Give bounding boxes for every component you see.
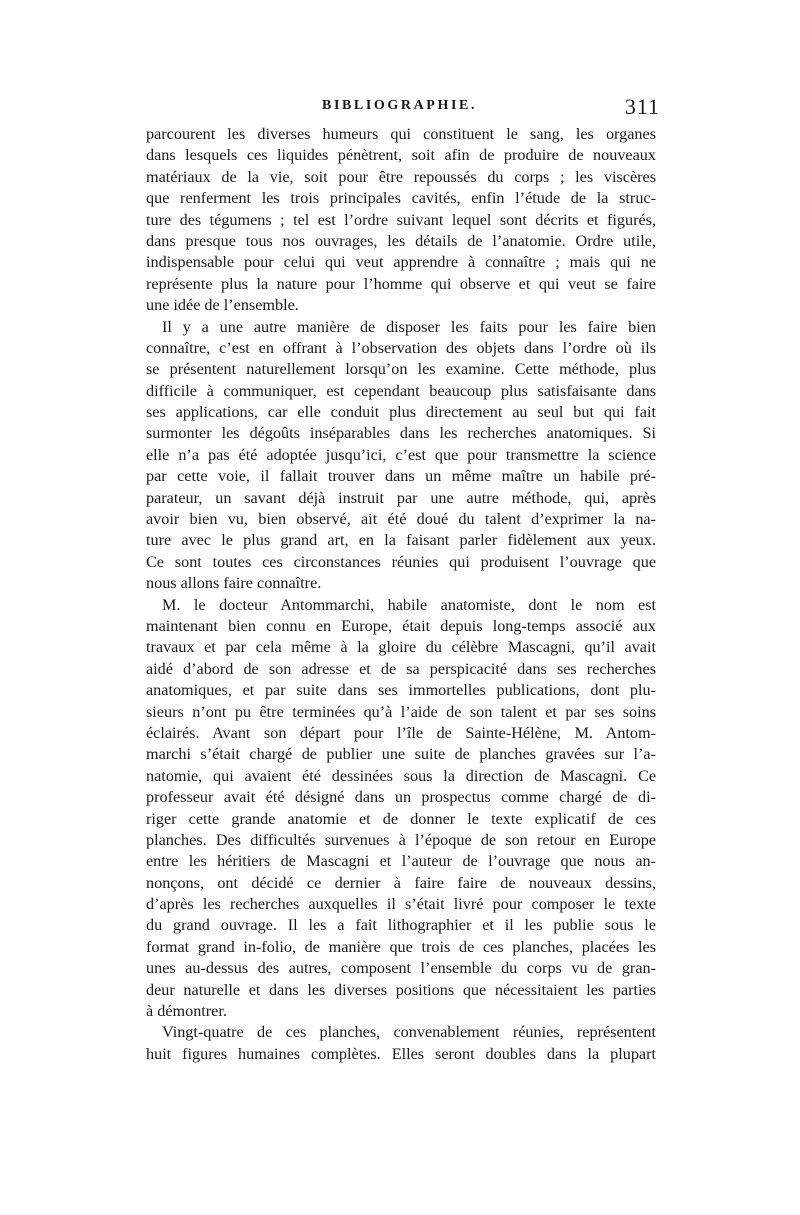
- text-line: matériaux de la vie, soit pour être repoussés du corps ; les viscères: [146, 167, 656, 186]
- text-line: unes au-dessus des autres, composent l’ensemble du corps vu de gran-: [146, 959, 656, 978]
- page-number: 311: [624, 94, 660, 119]
- text-line: elle n’a pas été adoptée jusqu’ici, c’est que pour transmettre la science: [146, 445, 656, 464]
- text-line: anatomiques, et par suite dans ses immortelles publications, dont plu-: [146, 681, 656, 700]
- text-line: M. le docteur Antommarchi, habile anatomiste, dont le nom est: [162, 595, 656, 614]
- text-line: ses applications, car elle conduit plus directement au seul but qui fait: [146, 403, 656, 422]
- text-line: du grand ouvrage. Il les a fait lithographier et il les publie sous le: [146, 916, 656, 935]
- text-line: connaître, c’est en offrant à l’observation des objets dans l’ordre où ils: [146, 338, 656, 357]
- text-line: se présentent naturellement lorsqu’on les examine. Cette méthode, plus: [146, 360, 656, 379]
- paragraph: [146, 317, 656, 595]
- text-line: dans lesquels ces liquides pénètrent, soit afin de produire de nouveaux: [146, 146, 656, 165]
- text-line: parateur, un savant déjà instruit par une autre méthode, qui, après: [146, 488, 656, 507]
- text-line: par cette voie, il fallait trouver dans un même maître un habile pré-: [146, 467, 656, 486]
- text-line: parcourent les diverses humeurs qui constituent le sang, les organes: [146, 125, 656, 143]
- text-line: format grand in-folio, de manière que trois de ces planches, placées les: [146, 937, 656, 956]
- body-text: [146, 124, 656, 1065]
- text-line: planches. Des difficultés survenues à l’époque de son retour en Europe: [146, 830, 656, 849]
- text-line: natomie, qui avaient été dessinées sous la direction de Mascagni. Ce: [146, 766, 656, 785]
- text-line: nous allons faire connaître.: [146, 574, 322, 593]
- paragraph: [146, 1022, 656, 1065]
- text-line: aidé d’abord de son adresse et de sa perspicacité dans ses recherches: [146, 659, 656, 678]
- text-line: ture des tégumens ; tel est l’ordre suivant lequel sont décrits et figurés,: [146, 210, 656, 229]
- text-line: surmonter les dégoûts inséparables dans les recherches anatomiques. Si: [146, 424, 656, 443]
- text-line: sieurs n’ont pu être terminées qu’à l’aide de son talent et par ses soins: [146, 702, 656, 721]
- text-line: Ce sont toutes ces circonstances réunies qui produisent l’ouvrage que: [146, 552, 656, 571]
- text-line: éclairés. Avant son départ pour l’île de Sainte-Hélène, M. Antom-: [146, 723, 656, 742]
- text-line: riger cette grande anatomie et de donner le texte explicatif de ces: [146, 809, 656, 828]
- text-line: que renferment les trois principales cavités, enfin l’étude de la struc-: [146, 189, 656, 208]
- text-line: difficile à communiquer, est cependant beaucoup plus satisfaisante dans: [146, 381, 656, 400]
- text-line: indispensable pour celui qui veut apprendre à connaître ; mais qui ne: [146, 253, 656, 272]
- running-head: [146, 94, 660, 124]
- text-line: travaux et par cela même à la gloire du célèbre Mascagni, qu’il avait: [146, 638, 656, 657]
- text-line: huit figures humaines complètes. Elles seront doubles dans la plupart: [146, 1044, 656, 1063]
- text-line: nonçons, ont décidé ce dernier à faire faire de nouveaux dessins,: [146, 873, 656, 892]
- text-line: une idée de l’ensemble.: [146, 296, 299, 315]
- text-line: avoir bien vu, bien observé, ait été doué du talent d’exprimer la na-: [146, 510, 656, 529]
- text-line: entre les héritiers de Mascagni et l’auteur de l’ouvrage que nous an-: [146, 852, 656, 871]
- text-line: dans presque tous nos ouvrages, les détails de l’anatomie. Ordre utile,: [146, 231, 656, 250]
- text-line: marchi s’était chargé de publier une suite de planches gravées sur l’a-: [146, 745, 656, 764]
- paragraph: [146, 124, 656, 317]
- text-line: à démontrer.: [146, 1002, 227, 1021]
- running-title: BIBLIOGRAPHIE.: [322, 98, 478, 113]
- text-line: d’après les recherches auxquelles il s’était livré pour composer le texte: [146, 895, 656, 914]
- paragraph: [146, 595, 656, 1023]
- book-page: [146, 94, 660, 1065]
- text-line: maintenant bien connu en Europe, était depuis long-temps associé aux: [146, 616, 656, 635]
- text-line: deur naturelle et dans les diverses positions que nécessitaient les parties: [146, 980, 656, 999]
- text-line: ture avec le plus grand art, en la faisant parler fidèlement aux yeux.: [146, 531, 656, 550]
- text-line: Il y a une autre manière de disposer les faits pour les faire bien: [162, 317, 656, 336]
- text-line: représente plus la nature pour l’homme qui observe et qui veut se faire: [146, 274, 656, 293]
- text-line: Vingt-quatre de ces planches, convenablement réunies, représentent: [162, 1023, 656, 1042]
- text-line: professeur avait été désigné dans un prospectus comme chargé de di-: [146, 788, 656, 807]
